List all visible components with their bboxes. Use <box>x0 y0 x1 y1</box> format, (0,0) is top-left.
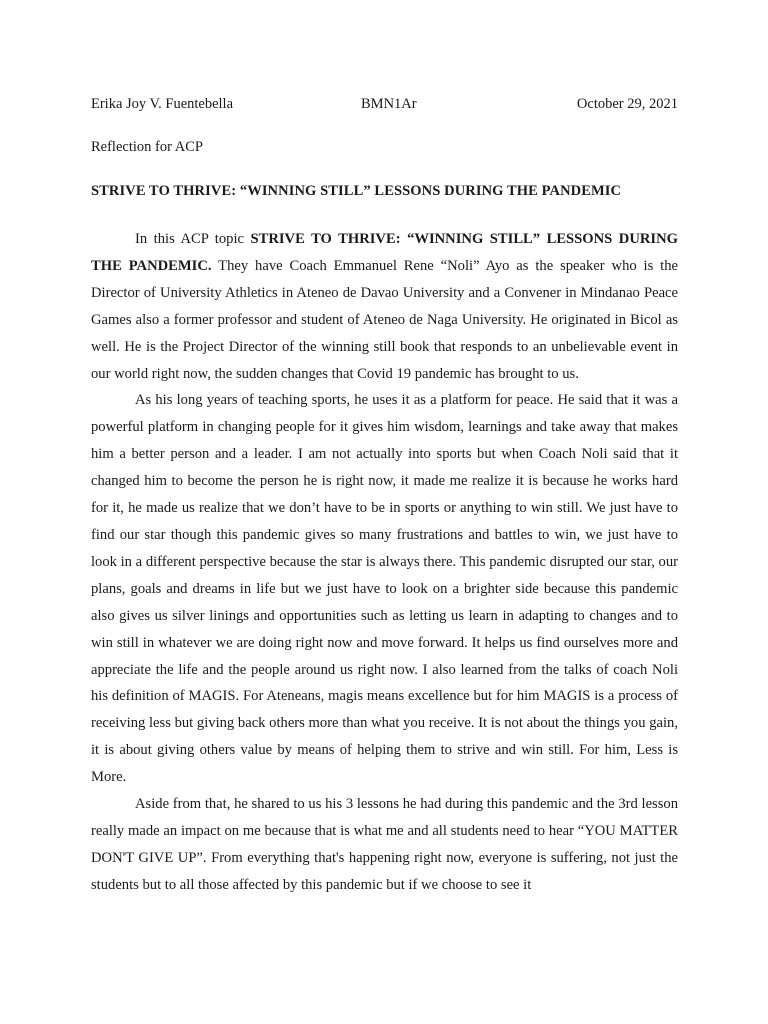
paragraph-1 <box>91 226 678 387</box>
section-code: BMN1Ar <box>361 96 417 112</box>
paragraph-1-bold-topic: STRIVE TO THRIVE: “WINNING STILL” LESSONS DURING THE PANDEMIC. <box>91 231 678 274</box>
document-date: October 29, 2021 <box>576 96 678 112</box>
document-subtitle: Reflection for ACP <box>91 139 203 155</box>
paragraph-3: Aside from that, he shared to us his 3 lessons he had during this pandemic and the 3rd lesson really made an impact on me because that is what me and all students need to hear “YOU MATTER DON'T GIVE UP”. From everything that's happening right now, everyone is suffering, not just the students but to all those affected by this pandemic but if we choose to see it <box>91 796 678 893</box>
document-title: STRIVE TO THRIVE: “WINNING STILL” LESSONS DURING THE PANDEMIC <box>91 183 622 199</box>
author-name: Erika Joy V. Fuentebella <box>91 96 234 112</box>
document-header <box>91 93 678 115</box>
paragraph-2: As his long years of teaching sports, he uses it as a platform for peace. He said that it was a powerful platform in changing people for it gives him wisdom, learnings and take away that makes him a better person and a leader. I am not actually into sports but when Coach Noli said that it changed him to become the person he is right now, it made me realize it is because he works hard for it, he made us realize that we don’t have to be in sports or anything to win still. We just have to find our star though this pandemic gives so many frustrations and battles to win, we just have to look in a different perspective because the star is always there. This pandemic disrupted our star, our plans, goals and dreams in life but we just have to look on a brighter side because this pandemic also gives us silver linings and opportunities such as letting us learn in adapting to changes and to win still in whatever we are doing right now and move forward. It helps us find ourselves more and appreciate the life and the people around us right now. I also learned from the talks of coach Noli his definition of MAGIS. For Ateneans, magis means excellence but for him MAGIS is a process of receiving less but giving back others more than what you receive. It is not about the things you gain, it is about giving others value by means of helping them to strive and win still. For him, Less is More. <box>91 392 678 786</box>
paragraph-1-rest: They have Coach Emmanuel Rene “Noli” Ayo as the speaker who is the Director of University Athletics in Ateneo de Davao University and a Convener in Mindanao Peace Games also a former professor and student of Ateneo de Naga University. He originated in Bicol as well. He is the Project Director of the winning still book that responds to an unbelievable event in our world right now, the sudden changes that Covid 19 pandemic has brought to us. <box>91 257 679 382</box>
paragraph-1-lead: In this ACP topic <box>135 231 251 247</box>
document-body <box>91 226 678 899</box>
